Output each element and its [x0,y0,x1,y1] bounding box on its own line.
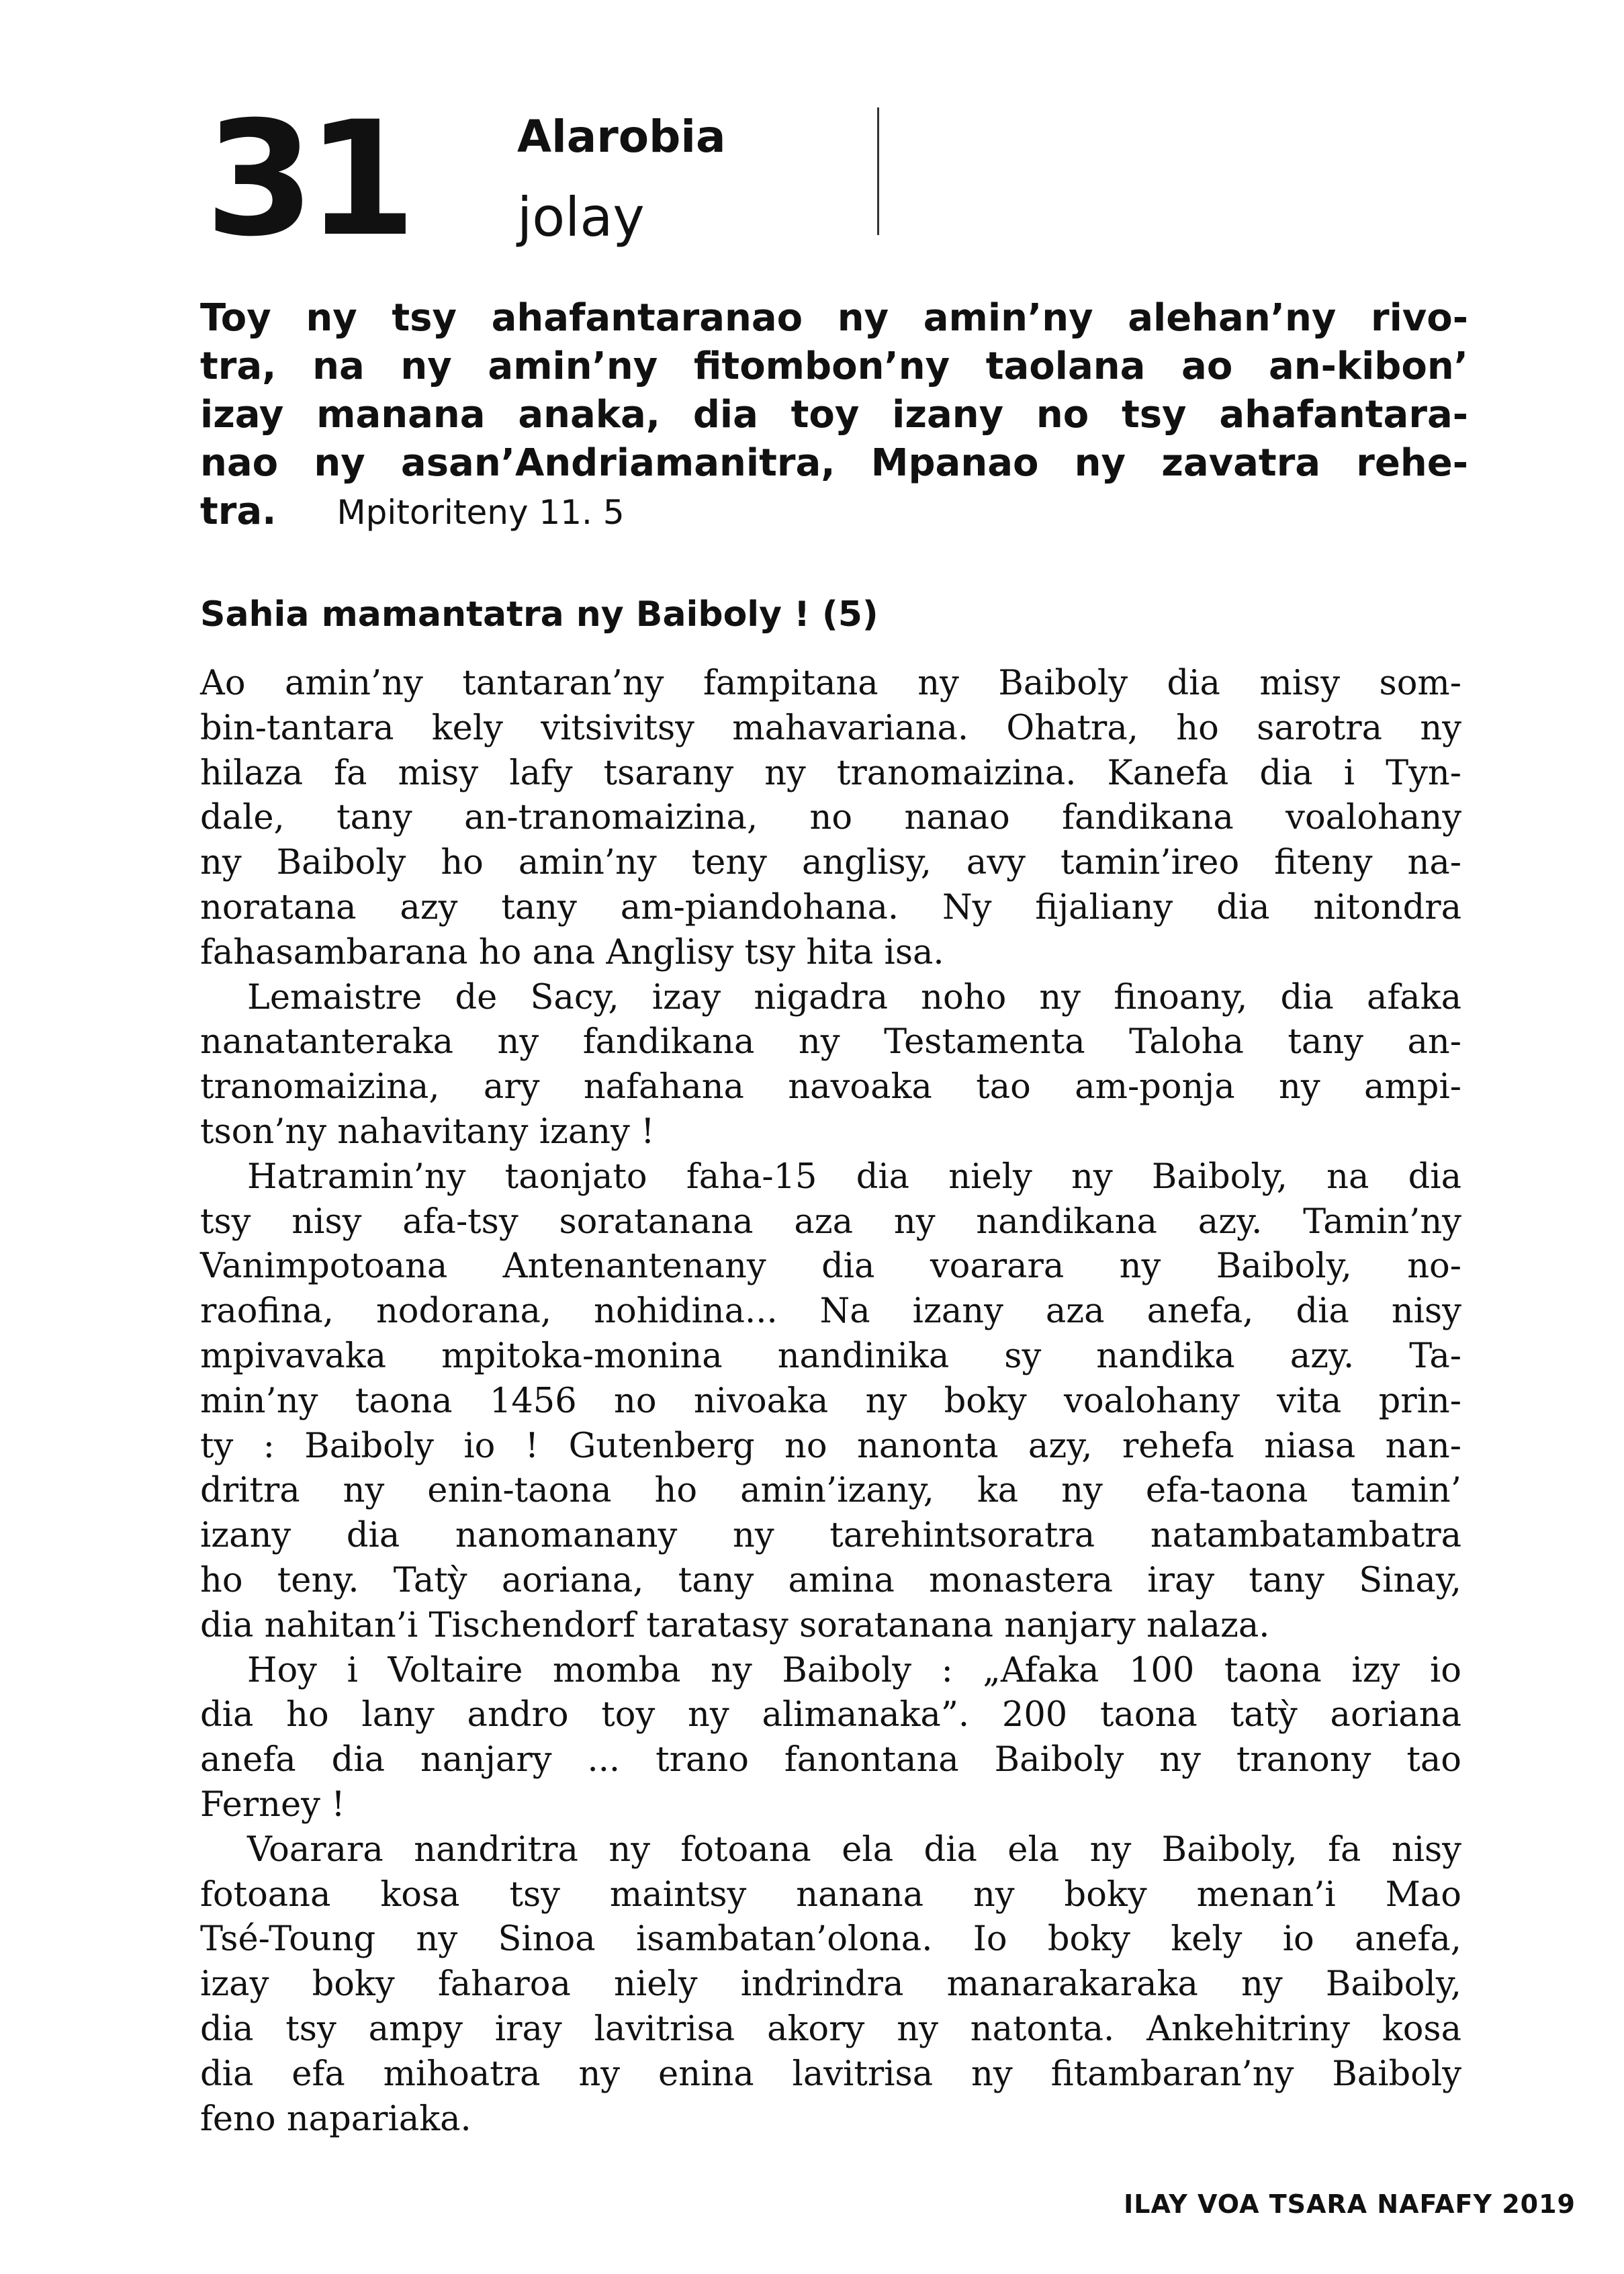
body-line: Voarara nandritra ny fotoana ela dia ela ny Baiboly, fa nisy [247,1829,1461,1870]
body-paragraph [200,976,1461,1155]
verse-line: nao ny asan’Andriamanitra, Mpanao ny zavatra rehe- [200,441,1468,485]
body-line: ho teny. Tatỳ aoriana, tany amina monastera iray tany Sinay, [200,1560,1461,1600]
header-divider [877,107,879,235]
body-line: nanatanteraka ny fandikana ny Testamenta Taloha tany an- [200,1022,1461,1062]
body-line: feno napariaka. [200,2099,471,2139]
body-line: fotoana kosa tsy maintsy nanana ny boky menan’i Mao [200,1874,1461,1915]
body-line: Ao amin’ny tantaran’ny fampitana ny Baiboly dia misy som- [200,664,1461,703]
body-line: ny Baiboly ho amin’ny teny anglisy, avy tamin’ireo fiteny na- [200,843,1461,883]
body-line: tsy nisy afa-tsy soratanana aza ny nandikana azy. Tamin’ny [200,1201,1461,1242]
body-line: fahasambarana ho ana Anglisy tsy hita isa. [200,932,944,972]
footer-publication: ILAY VOA TSARA NAFAFY 2019 [1124,2189,1576,2219]
body-line: Vanimpotoana Antenantenany dia voarara ny Baiboly, no- [200,1246,1461,1287]
body-line: Tsé-Toung ny Sinoa isambatan’olona. Io boky kely io anefa, [200,1919,1461,1960]
body-line: Hatramin’ny taonjato faha-15 dia niely ny Baiboly, na dia [247,1156,1461,1197]
body-line: noratana azy tany am-piandohana. Ny fijaliany dia nitondra [200,887,1461,927]
verse-line: izay manana anaka, dia toy izany no tsy ahafantara- [200,393,1468,437]
verse-line-last [200,488,1468,537]
body-line: Lemaistre de Sacy, izay nigadra noho ny finoany, dia afaka [247,977,1461,1017]
body-line: ty : Baiboly io ! Gutenberg no nanonta azy, rehefa niasa nan- [200,1426,1461,1466]
body-line: izany dia nanomanany ny tarehintsoratra natambatambatra [200,1516,1461,1556]
body-line: hilaza fa misy lafy tsarany ny tranomaizina. Kanefa dia i Tyn- [200,753,1461,793]
body-line: dia ho lany andro toy ny alimanaka”. 200 taona tatỳ aoriana [200,1695,1461,1735]
body-line: dia efa mihoatra ny enina lavitrisa ny fitambaran’ny Baiboly [200,2054,1461,2094]
body-line: dritra ny enin-taona ho amin’izany, ka ny efa-taona tamin’ [200,1471,1461,1511]
body-paragraph [200,662,1461,976]
body-paragraph [200,1828,1461,2142]
body-paragraph [200,1649,1461,1828]
body-line: anefa dia nanjary ... trano fanontana Baiboly ny tranony tao [200,1740,1461,1780]
body-line: dia nahitan’i Tischendorf taratasy soratanana nanjary nalaza. [200,1605,1270,1645]
body-line: min’ny taona 1456 no nivoaka ny boky voalohany vita prin- [200,1381,1461,1421]
body-line: Ferney ! [200,1784,345,1825]
body-line: tson’ny nahavitany izany ! [200,1111,655,1152]
day-number: 31 [205,88,409,271]
body-paragraph [200,1155,1461,1649]
verse-reference: Mpitoriteny 11. 5 [336,493,625,532]
verse-line: Toy ny tsy ahafantaranao ny amin’ny alehan’ny rivo- [200,296,1468,340]
body-line: raofina, nodorana, nohidina... Na izany aza anefa, dia nisy [200,1291,1461,1332]
body-line: dia tsy ampy iray lavitrisa akory ny natonta. Ankehitriny kosa [200,2009,1461,2049]
body-line: bin-tantara kely vitsivitsy mahavariana. Ohatra, ho sarotra ny [200,708,1461,748]
body-line: Hoy i Voltaire momba ny Baiboly : „Afaka 100 taona izy io [247,1650,1461,1690]
body-line: dale, tany an-tranomaizina, no nanao fandikana voalohany [200,798,1461,838]
section-title: Sahia mamantatra ny Baiboly ! (5) [200,594,878,635]
verse-line-text: tra. [200,490,277,533]
weekday-label: Alarobia [517,111,726,163]
body-text [200,662,1461,2142]
verse-line: tra, na ny amin’ny fitombon’ny taolana ao an-kibon’ [200,345,1468,388]
body-line: mpivavaka mpitoka-monina nandinika sy nandika azy. Ta- [200,1336,1461,1376]
verse-block [200,294,1468,537]
body-line: izay boky faharoa niely indrindra manarakaraka ny Baiboly, [200,1964,1461,2005]
month-label: jolay [517,186,645,248]
body-line: tranomaizina, ary nafahana navoaka tao am-ponja ny ampi- [200,1067,1461,1107]
